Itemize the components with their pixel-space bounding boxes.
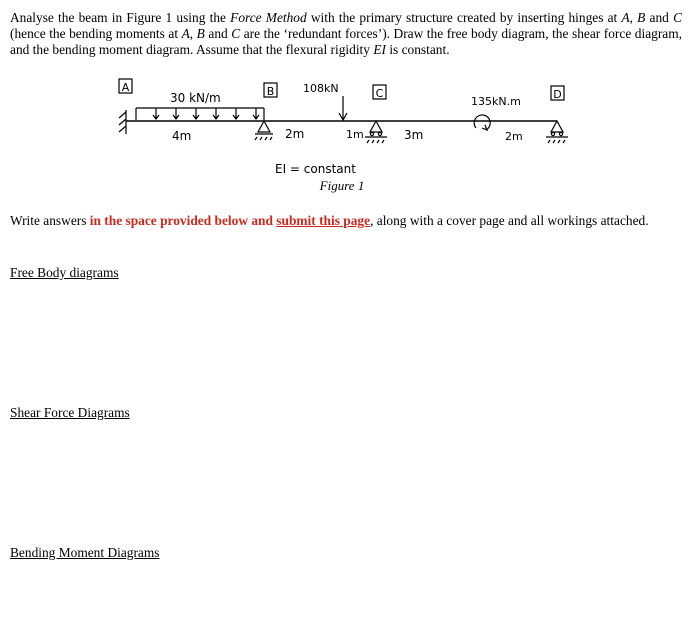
applied-moment: [474, 115, 490, 130]
roller-support-d: [546, 121, 568, 143]
node-label-c: C: [375, 87, 384, 100]
udl-load: [136, 108, 264, 120]
bending-moment-diagrams-heading: Bending Moment Diagrams: [10, 545, 160, 560]
moment-label: 135kN.m: [471, 95, 521, 108]
fixed-support-a: [119, 110, 126, 134]
free-body-diagrams-heading: Free Body diagrams: [10, 265, 119, 280]
shear-force-diagrams-heading: Shear Force Diagrams: [10, 405, 130, 420]
pin-support-b: [255, 121, 273, 140]
span-ab-label: 4m: [172, 129, 192, 143]
node-label-d: D: [553, 88, 562, 101]
span-load-c-label: 1m: [346, 128, 364, 141]
submission-instructions: Write answers in the space provided below and submit this page, along with a cover page and all workings attached.: [10, 213, 649, 228]
span-moment-d-label: 2m: [505, 130, 523, 143]
roller-support-c: [365, 121, 387, 143]
point-load-label: 108kN: [303, 82, 339, 95]
problem-statement: Analyse the beam in Figure 1 using the Force Method with the primary structure created by inserting hinges at A, B and C (hence the bending moments at A, B and C are the ‘redundant forces’). Draw the free body diagram, the shear force diagram, and the bending moment diagram. Assume that the flexural rigidity EI is constant.: [10, 10, 683, 57]
span-c-moment-label: 3m: [404, 128, 424, 142]
udl-label: 30 kN/m: [170, 91, 221, 105]
node-label-a: A: [121, 81, 130, 94]
ei-note: EI = constant: [275, 162, 356, 176]
point-load-arrow: [339, 96, 347, 120]
span-b-load-label: 2m: [285, 127, 305, 141]
figure-caption: Figure 1: [319, 178, 365, 193]
node-label-b: B: [266, 85, 275, 98]
beam-figure: [0, 76, 700, 200]
